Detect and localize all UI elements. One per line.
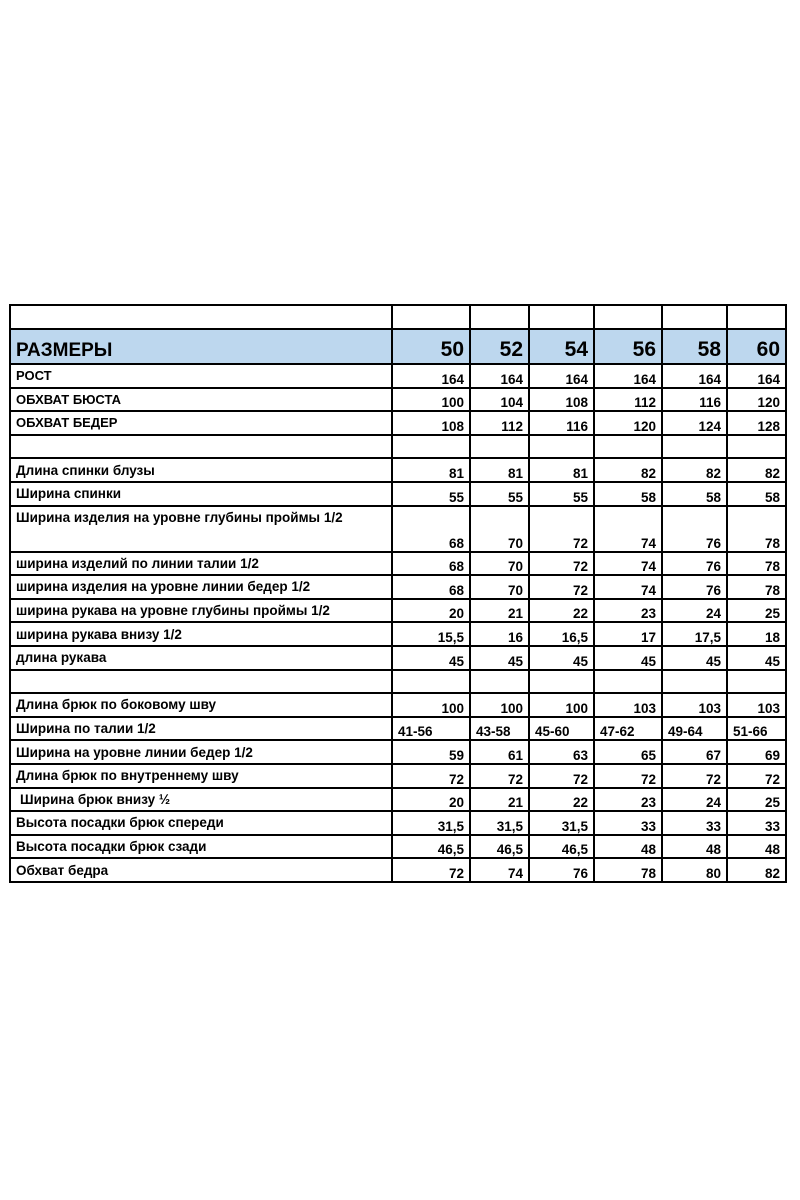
- value-cell: 82: [594, 458, 662, 482]
- sizes-header-row: [10, 329, 786, 364]
- row-label: Длина спинки блузы: [10, 458, 392, 482]
- value-cell: 108: [529, 388, 594, 412]
- table-cell: [594, 305, 662, 329]
- table-row: [10, 364, 786, 388]
- table-cell: [529, 670, 594, 694]
- value-cell: 72: [392, 858, 470, 882]
- value-cell: 74: [470, 858, 529, 882]
- value-cell: 58: [662, 482, 727, 506]
- value-cell: 72: [529, 575, 594, 599]
- value-cell: 16,5: [529, 622, 594, 646]
- value-cell: 69: [727, 740, 786, 764]
- value-cell: 164: [727, 364, 786, 388]
- value-cell: 17: [594, 622, 662, 646]
- value-cell: 81: [470, 458, 529, 482]
- value-cell: 120: [594, 411, 662, 435]
- value-cell: 68: [392, 506, 470, 552]
- table-cell: [594, 435, 662, 459]
- value-cell: 43-58: [470, 717, 529, 741]
- table-cell: [727, 435, 786, 459]
- value-cell: 22: [529, 599, 594, 623]
- size-header-cell: 60: [727, 329, 786, 364]
- sizes-header-label: РАЗМЕРЫ: [10, 329, 392, 364]
- value-cell: 55: [392, 482, 470, 506]
- value-cell: 18: [727, 622, 786, 646]
- table-cell: [727, 670, 786, 694]
- value-cell: 33: [594, 811, 662, 835]
- value-cell: 23: [594, 788, 662, 812]
- value-cell: 70: [470, 506, 529, 552]
- size-header-cell: 50: [392, 329, 470, 364]
- table-row: [10, 646, 786, 670]
- spacer-row: [10, 670, 786, 694]
- value-cell: 16: [470, 622, 529, 646]
- row-label: Ширина на уровне линии бедер 1/2: [10, 740, 392, 764]
- table-row: [10, 693, 786, 717]
- value-cell: 72: [529, 552, 594, 576]
- value-cell: 164: [470, 364, 529, 388]
- row-label: ширина рукава на уровне глубины проймы 1/2: [10, 599, 392, 623]
- table-row: [10, 858, 786, 882]
- spacer-row: [10, 435, 786, 459]
- value-cell: 164: [594, 364, 662, 388]
- value-cell: 100: [392, 388, 470, 412]
- row-label: Длина брюк по боковому шву: [10, 693, 392, 717]
- value-cell: 20: [392, 599, 470, 623]
- value-cell: 78: [727, 506, 786, 552]
- table-row: [10, 575, 786, 599]
- value-cell: 55: [529, 482, 594, 506]
- row-label: длина рукава: [10, 646, 392, 670]
- value-cell: 47-62: [594, 717, 662, 741]
- value-cell: 74: [594, 575, 662, 599]
- value-cell: 31,5: [529, 811, 594, 835]
- value-cell: 33: [727, 811, 786, 835]
- table-cell: [662, 435, 727, 459]
- value-cell: 23: [594, 599, 662, 623]
- value-cell: 59: [392, 740, 470, 764]
- row-label: Высота посадки брюк сзади: [10, 835, 392, 859]
- value-cell: 76: [662, 575, 727, 599]
- table-row: [10, 599, 786, 623]
- row-label: Ширина изделия на уровне глубины проймы 1/2: [10, 506, 392, 552]
- table-row: [10, 788, 786, 812]
- table-row: [10, 482, 786, 506]
- value-cell: 33: [662, 811, 727, 835]
- value-cell: 58: [594, 482, 662, 506]
- value-cell: 46,5: [392, 835, 470, 859]
- size-header-cell: 58: [662, 329, 727, 364]
- value-cell: 120: [727, 388, 786, 412]
- table-row: [10, 811, 786, 835]
- size-header-cell: 52: [470, 329, 529, 364]
- value-cell: 82: [727, 858, 786, 882]
- value-cell: 22: [529, 788, 594, 812]
- value-cell: 65: [594, 740, 662, 764]
- table-row: [10, 622, 786, 646]
- row-label: Высота посадки брюк спереди: [10, 811, 392, 835]
- value-cell: 21: [470, 599, 529, 623]
- value-cell: 67: [662, 740, 727, 764]
- value-cell: 103: [662, 693, 727, 717]
- value-cell: 41-56: [392, 717, 470, 741]
- table-cell: [662, 305, 727, 329]
- value-cell: 25: [727, 599, 786, 623]
- table-row: [10, 717, 786, 741]
- table-cell: [594, 670, 662, 694]
- value-cell: 74: [594, 552, 662, 576]
- value-cell: 46,5: [470, 835, 529, 859]
- table-cell: [529, 305, 594, 329]
- table-cell: [392, 305, 470, 329]
- value-cell: 76: [662, 506, 727, 552]
- value-cell: 164: [529, 364, 594, 388]
- value-cell: 103: [727, 693, 786, 717]
- row-label: Ширина по талии 1/2: [10, 717, 392, 741]
- row-label: Обхват бедра: [10, 858, 392, 882]
- value-cell: 31,5: [392, 811, 470, 835]
- row-label: ширина изделия на уровне линии бедер 1/2: [10, 575, 392, 599]
- value-cell: 20: [392, 788, 470, 812]
- table-cell: [727, 305, 786, 329]
- value-cell: 45: [727, 646, 786, 670]
- value-cell: 48: [662, 835, 727, 859]
- value-cell: 100: [529, 693, 594, 717]
- value-cell: 76: [529, 858, 594, 882]
- value-cell: 72: [529, 764, 594, 788]
- value-cell: 55: [470, 482, 529, 506]
- value-cell: 103: [594, 693, 662, 717]
- value-cell: 112: [594, 388, 662, 412]
- table-row: [10, 506, 786, 552]
- value-cell: 63: [529, 740, 594, 764]
- value-cell: 116: [529, 411, 594, 435]
- table-cell: [392, 670, 470, 694]
- value-cell: 108: [392, 411, 470, 435]
- value-cell: 72: [529, 506, 594, 552]
- table-cell: [10, 670, 392, 694]
- value-cell: 31,5: [470, 811, 529, 835]
- value-cell: 48: [727, 835, 786, 859]
- table-row: [10, 764, 786, 788]
- value-cell: 72: [594, 764, 662, 788]
- table-row: [10, 411, 786, 435]
- table-row: [10, 305, 786, 329]
- value-cell: 45: [594, 646, 662, 670]
- value-cell: 128: [727, 411, 786, 435]
- value-cell: 100: [392, 693, 470, 717]
- value-cell: 81: [529, 458, 594, 482]
- value-cell: 78: [594, 858, 662, 882]
- value-cell: 80: [662, 858, 727, 882]
- value-cell: 24: [662, 599, 727, 623]
- size-header-cell: 56: [594, 329, 662, 364]
- value-cell: 58: [727, 482, 786, 506]
- value-cell: 48: [594, 835, 662, 859]
- value-cell: 116: [662, 388, 727, 412]
- value-cell: 78: [727, 575, 786, 599]
- row-label: ширина рукава внизу 1/2: [10, 622, 392, 646]
- value-cell: 21: [470, 788, 529, 812]
- table-row: [10, 740, 786, 764]
- row-label: ОБХВАТ БЮСТА: [10, 388, 392, 412]
- table-cell: [470, 435, 529, 459]
- value-cell: 82: [727, 458, 786, 482]
- value-cell: 17,5: [662, 622, 727, 646]
- table-cell: [662, 670, 727, 694]
- value-cell: 72: [470, 764, 529, 788]
- table-row: [10, 388, 786, 412]
- value-cell: 25: [727, 788, 786, 812]
- value-cell: 78: [727, 552, 786, 576]
- row-label: Длина брюк по внутреннему шву: [10, 764, 392, 788]
- value-cell: 100: [470, 693, 529, 717]
- row-label: Ширина брюк внизу ½: [10, 788, 392, 812]
- table-row: [10, 552, 786, 576]
- table-row: [10, 458, 786, 482]
- row-label: РОСТ: [10, 364, 392, 388]
- row-label: ширина изделий по линии талии 1/2: [10, 552, 392, 576]
- value-cell: 46,5: [529, 835, 594, 859]
- value-cell: 15,5: [392, 622, 470, 646]
- value-cell: 24: [662, 788, 727, 812]
- table-cell: [529, 435, 594, 459]
- value-cell: 82: [662, 458, 727, 482]
- table-cell: [10, 435, 392, 459]
- value-cell: 74: [594, 506, 662, 552]
- value-cell: 68: [392, 552, 470, 576]
- value-cell: 164: [662, 364, 727, 388]
- row-label: ОБХВАТ БЕДЕР: [10, 411, 392, 435]
- value-cell: 45: [470, 646, 529, 670]
- table-cell: [392, 435, 470, 459]
- value-cell: 45: [529, 646, 594, 670]
- value-cell: 104: [470, 388, 529, 412]
- value-cell: 81: [392, 458, 470, 482]
- value-cell: 112: [470, 411, 529, 435]
- value-cell: 51-66: [727, 717, 786, 741]
- table-cell: [470, 670, 529, 694]
- size-chart-table: [9, 304, 787, 883]
- table-row: [10, 835, 786, 859]
- value-cell: 45: [392, 646, 470, 670]
- size-header-cell: 54: [529, 329, 594, 364]
- value-cell: 72: [662, 764, 727, 788]
- value-cell: 49-64: [662, 717, 727, 741]
- value-cell: 70: [470, 552, 529, 576]
- value-cell: 76: [662, 552, 727, 576]
- value-cell: 68: [392, 575, 470, 599]
- value-cell: 124: [662, 411, 727, 435]
- table-cell: [470, 305, 529, 329]
- value-cell: 72: [727, 764, 786, 788]
- table-cell: [10, 305, 392, 329]
- value-cell: 70: [470, 575, 529, 599]
- row-label: Ширина спинки: [10, 482, 392, 506]
- value-cell: 45-60: [529, 717, 594, 741]
- value-cell: 45: [662, 646, 727, 670]
- value-cell: 72: [392, 764, 470, 788]
- value-cell: 164: [392, 364, 470, 388]
- value-cell: 61: [470, 740, 529, 764]
